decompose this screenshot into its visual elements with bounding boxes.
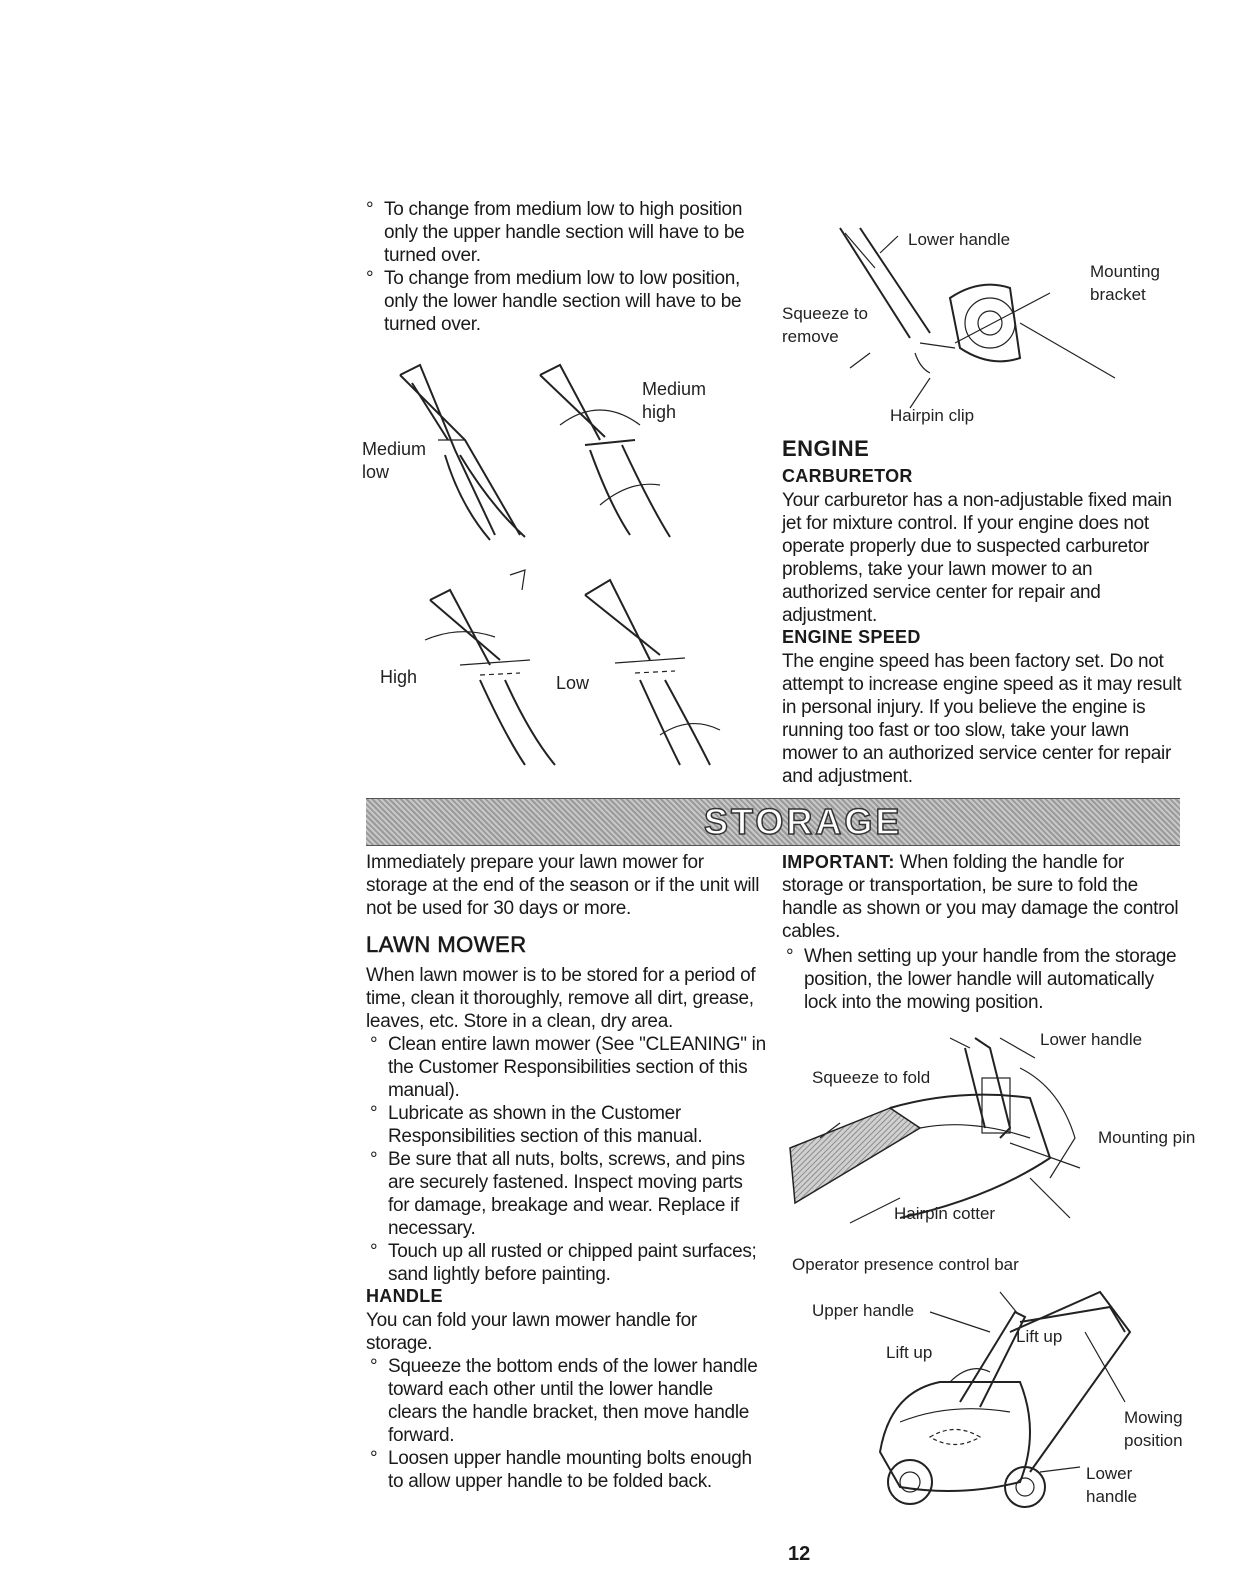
engine-heading: ENGINE: [782, 436, 870, 461]
handle-bullets: [366, 1355, 766, 1493]
list-item: ° To change from medium low to high position only the upper handle section will have to be turned over.: [362, 198, 767, 267]
important-label: IMPORTANT:: [782, 852, 895, 872]
list-item: ° Touch up all rusted or chipped paint surfaces; sand lightly before painting.: [366, 1240, 766, 1286]
storage-right-column: [782, 851, 1182, 1014]
engine-speed-text: The engine speed has been factory set. Do not attempt to increase engine speed as it may result in personal injury. If you believe the engine is running too fast or too slow, take your lawn mower to an authorized service center for repair and adjustment.: [782, 651, 1182, 787]
list-item: ° When setting up your handle from the storage position, the lower handle will automatically lock into the mowing position.: [782, 945, 1182, 1014]
engine-section: [782, 436, 1182, 788]
list-item: ° Loosen upper handle mounting bolts enough to allow upper handle to be folded back.: [366, 1447, 766, 1493]
fold-diagram: [790, 1028, 1090, 1228]
label-high: High: [380, 667, 418, 687]
label-upper-handle: Upper handle: [812, 1301, 915, 1320]
label-mounting-pin: Mounting pin: [1098, 1128, 1196, 1147]
list-item: ° Squeeze the bottom ends of the lower handle toward each other until the lower handle clears the handle bracket, then move handle forward.: [366, 1355, 766, 1447]
lawn-mower-heading: LAWN MOWER: [366, 932, 527, 957]
handle-heading: HANDLE: [366, 1286, 443, 1306]
storage-banner-title: STORAGE: [704, 801, 903, 842]
storage-intro: Immediately prepare your lawn mower for storage at the end of the season or if the unit will not be used for 30 days or more.: [366, 852, 760, 919]
label-medium-high: Medium high: [642, 379, 707, 422]
list-item: ° Be sure that all nuts, bolts, screws, and pins are securely fastened. Inspect moving parts for damage, breakage and wear. Replace if necessary.: [366, 1148, 766, 1240]
lawn-mower-text: When lawn mower is to be stored for a period of time, clean it thoroughly, remove all dirt, grease, leaves, etc. Store in a clean, dry area.: [366, 965, 756, 1032]
label-medium-low: Medium low: [362, 439, 427, 482]
carburetor-text: Your carburetor has a non-adjustable fixed main jet for mixture control. If your engine does not operate properly due to suspected carburetor problems, take your lawn mower to an authorized service center for repair and adjustment.: [782, 490, 1172, 626]
important-text: When folding the handle for storage or transportation, be sure to fold the handle as shown or you may damage the control cables.: [782, 852, 1179, 942]
list-item: ° Clean entire lawn mower (See "CLEANING" in the Customer Responsibilities section of this manual).: [366, 1033, 766, 1102]
label-lift-up-left: Lift up: [886, 1343, 933, 1362]
low-handle-figure: [585, 580, 720, 765]
important-bullets: [782, 945, 1182, 1014]
label-lift-up-right: Lift up: [1016, 1327, 1063, 1346]
engine-speed-heading: ENGINE SPEED: [782, 627, 921, 647]
label-mounting-bracket: Mounting bracket: [1090, 262, 1160, 304]
label-operator-presence-bar: Operator presence control bar: [792, 1255, 1019, 1274]
label-lower-handle-mower: Lower handle: [1086, 1464, 1138, 1506]
handle-position-bullets: [362, 198, 767, 336]
label-mowing-position: Mowing position: [1124, 1408, 1183, 1450]
label-squeeze-to-fold: Squeeze to fold: [812, 1068, 931, 1087]
label-low: Low: [556, 673, 590, 693]
high-handle-figure: [425, 570, 555, 765]
page-number: 12: [788, 1543, 811, 1565]
list-item: ° To change from medium low to low position, only the lower handle section will have to be turned over.: [362, 267, 767, 336]
label-squeeze-to-remove: Squeeze to remove: [782, 304, 869, 346]
carburetor-heading: CARBURETOR: [782, 466, 913, 486]
mower-diagram: [870, 1272, 1140, 1512]
label-lower-handle-fold: Lower handle: [1040, 1030, 1143, 1049]
storage-banner: [366, 798, 1180, 846]
important-note: [782, 851, 1182, 943]
label-lower-handle-top: Lower handle: [908, 230, 1011, 249]
list-item: ° Lubricate as shown in the Customer Responsibilities section of this manual.: [366, 1102, 766, 1148]
storage-left-column: [366, 851, 766, 1493]
lawn-mower-bullets: [366, 1033, 766, 1286]
label-hairpin-clip: Hairpin clip: [890, 406, 975, 425]
label-hairpin-cotter: Hairpin cotter: [894, 1204, 996, 1223]
handle-text: You can fold your lawn mower handle for storage.: [366, 1310, 697, 1354]
